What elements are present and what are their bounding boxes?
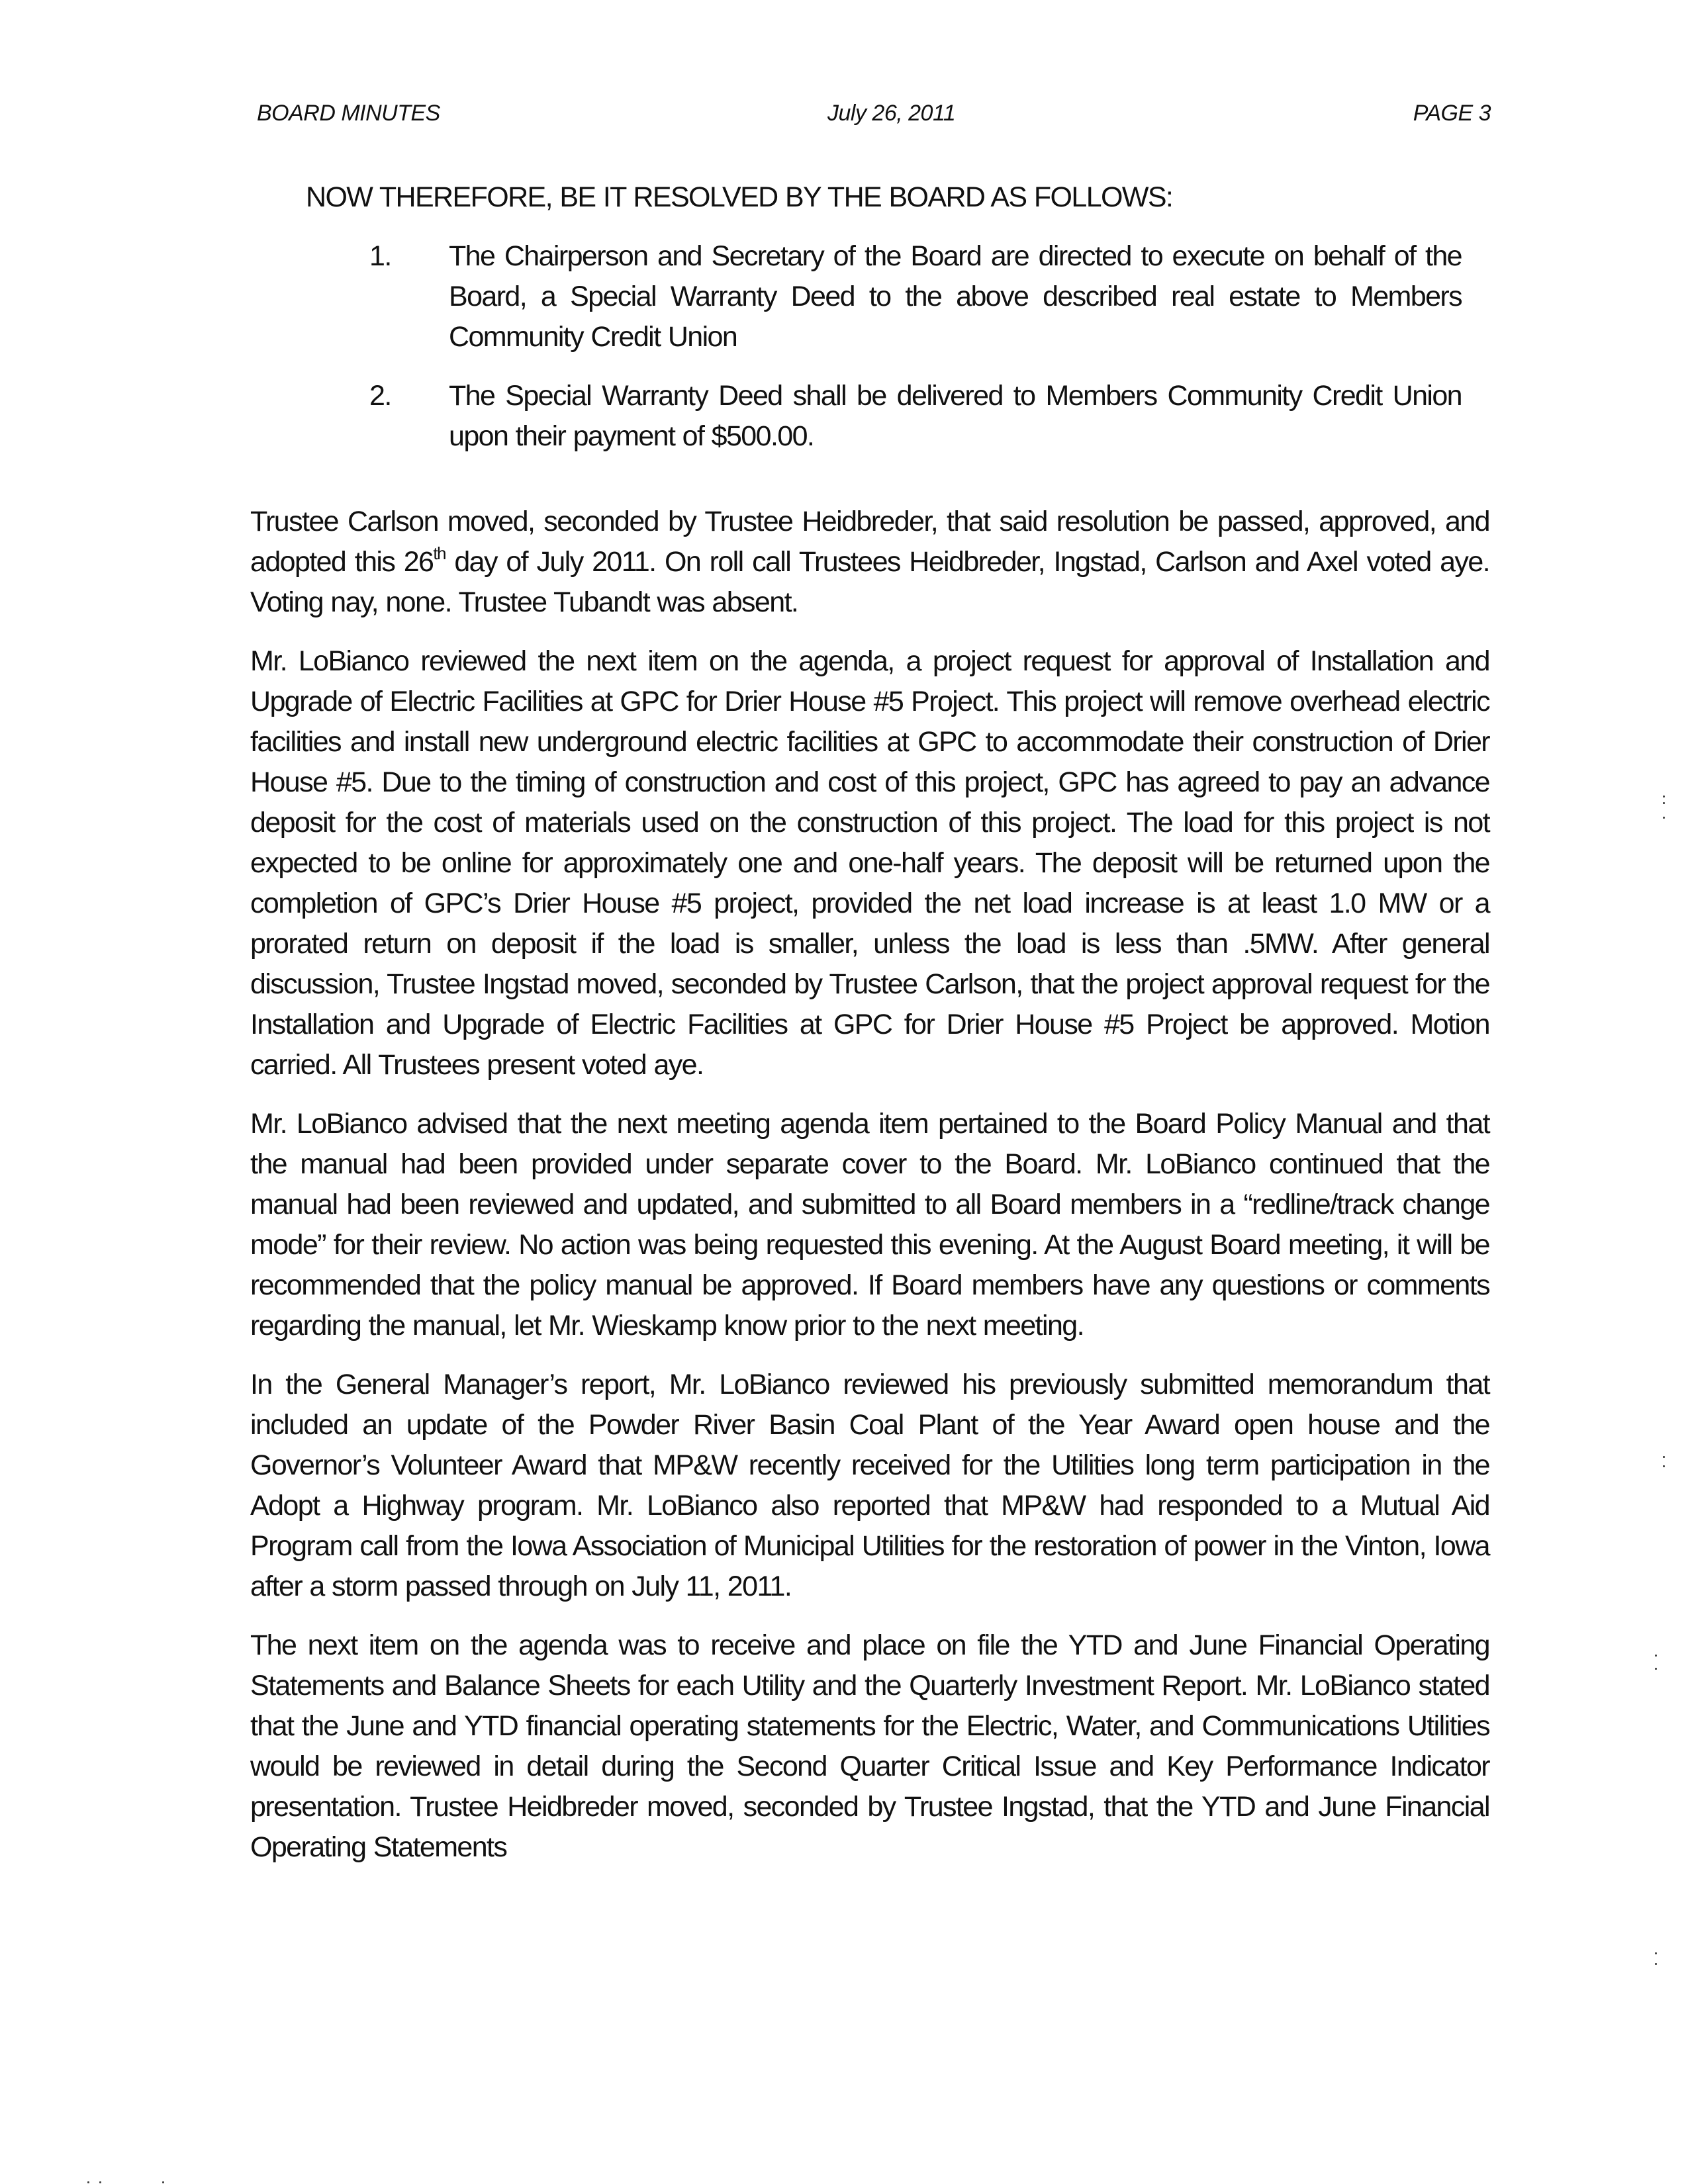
minutes-body <box>250 177 1489 1886</box>
scan-speck <box>1663 817 1665 819</box>
scan-speck <box>1663 796 1665 797</box>
paragraph-policy-manual: Mr. LoBianco advised that the next meeting agenda item pertained to the Board Policy Manual and that the manual had been provided under separate cover to the Board. Mr. LoBianco continued that the manual had been reviewed and updated, and submitted to all Board members in a “redline/track change mode” for their review. No action was being requested this evening. At the August Board meeting, it will be recommended that the policy manual be approved. If Board members have any questions or comments regarding the manual, let Mr. Wieskamp know prior to the next meeting. <box>250 1108 1489 1342</box>
scan-speck <box>1655 1963 1657 1965</box>
resolution-item-number: 1. <box>369 240 391 272</box>
paragraph-resolution-vote <box>250 502 1489 623</box>
resolution-item-text: The Special Warranty Deed shall be delivered to Members Community Credit Union upon their payment of $500.00. <box>449 380 1462 452</box>
resolution-item-text: The Chairperson and Secretary of the Board are directed to execute on behalf of the Board, a Special Warranty Deed to the above described real estate to Members Community Credit Union <box>449 240 1462 353</box>
resolution-list <box>369 236 1462 457</box>
scan-speck <box>1655 1952 1657 1954</box>
paragraph-financial-statements: The next item on the agenda was to receive and place on file the YTD and June Financial Operating Statements and Balance Sheets for each Utility and the Quarterly Investment Report. Mr. LoBianco stated that the June and YTD financial operating statements for the Electric, Water, and Communications Utilities would be reviewed in detail during the Second Quarter Critical Issue and Key Performance Indicator presentation. Trustee Heidbreder moved, seconded by Trustee Ingstad, that the YTD and June Financial Operating Statements <box>250 1629 1489 1863</box>
paragraph-text: day of July 2011. On roll call Trustees Heidbreder, Ingstad, Carlson and Axel voted aye. Voting nay, none. Trustee Tubandt was absent. <box>250 546 1489 618</box>
scan-speck <box>1663 1456 1665 1458</box>
scan-speck <box>87 2181 89 2183</box>
scan-speck <box>162 2181 164 2183</box>
resolution-item <box>369 376 1462 457</box>
resolution-item <box>369 236 1462 357</box>
scan-speck <box>99 2181 101 2183</box>
scan-speck <box>1663 802 1665 804</box>
paragraph-general-manager-report: In the General Manager’s report, Mr. LoBianco reviewed his previously submitted memorandum that included an update of the Powder River Basin Coal Plant of the Year Award open house and the Governor’s Volunteer Award that MP&W recently received for the Utilities long term participation in the Adopt a Highway program. Mr. LoBianco also reported that MP&W had responded to a Mutual Aid Program call from the Iowa Association of Municipal Utilities for the restoration of power in the Vinton, Iowa after a storm passed through on July 11, 2011. <box>250 1369 1489 1602</box>
scan-speck <box>1655 1668 1657 1670</box>
page-header <box>252 101 1509 134</box>
header-page-number: PAGE 3 <box>1413 101 1491 126</box>
scan-speck <box>1655 1655 1657 1657</box>
paragraph-text: Trustee Carlson moved, seconded by Trustee Heidbreder, that said resolution be passed, approved, and adopted this 26 <box>250 506 1489 578</box>
ordinal-suffix: th <box>433 543 445 563</box>
scan-speck <box>1663 1465 1665 1467</box>
header-document-title: BOARD MINUTES <box>257 101 440 126</box>
paragraph-gpc-project: Mr. LoBianco reviewed the next item on the agenda, a project request for approval of Installation and Upgrade of Electric Facilities at GPC for Drier House #5 Project. This project will remove overhead electric facilities and install new underground electric facilities at GPC to accommodate their construction of Drier House #5. Due to the timing of construction and cost of this project, GPC has agreed to pay an advance deposit for the cost of materials used on the construction of this project. The load for this project is not expected to be online for approximately one and one-half years. The deposit will be returned upon the completion of GPC’s Drier House #5 project, provided the net load increase is at least 1.0 MW or a prorated return on deposit if the load is smaller, unless the load is less than .5MW. After general discussion, Trustee Ingstad moved, seconded by Trustee Carlson, that the project approval request for the Installation and Upgrade of Electric Facilities at GPC for Drier House #5 Project be approved. Motion carried. All Trustees present voted aye. <box>250 645 1489 1081</box>
resolution-item-number: 2. <box>369 380 391 412</box>
header-meeting-date: July 26, 2011 <box>827 101 956 126</box>
resolution-intro: NOW THEREFORE, BE IT RESOLVED BY THE BOARD AS FOLLOWS: <box>306 181 1173 213</box>
